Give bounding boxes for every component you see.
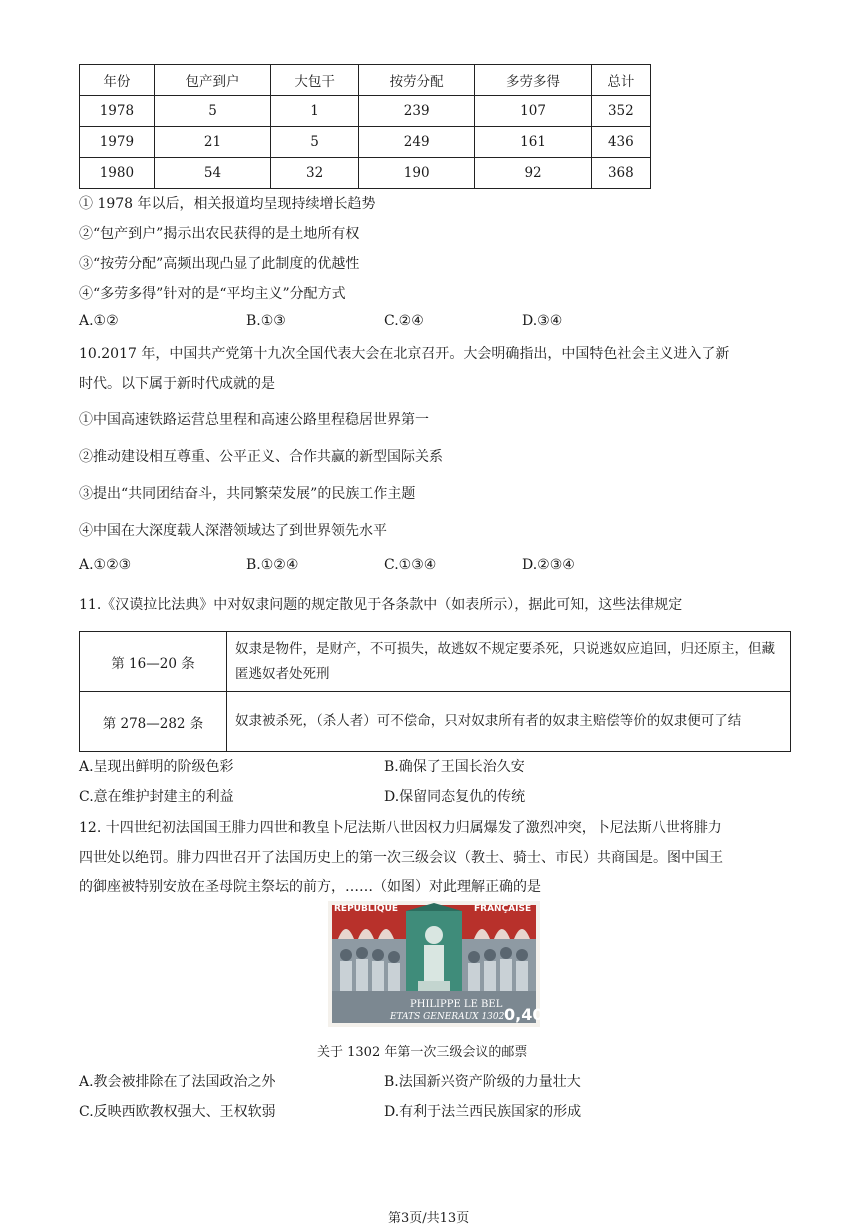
- q9-option-a: A.①②: [79, 313, 119, 329]
- table-cell: 1978: [80, 96, 155, 127]
- q9-option-b: B.①③: [246, 313, 286, 329]
- q11-option-b: B.确保了王国长治久安: [384, 759, 525, 775]
- q10-option-c: C.①③④: [384, 557, 437, 573]
- q9-statement-1: ① 1978 年以后，相关报道均呈现持续增长趋势: [79, 196, 376, 212]
- stamp-text-left: REPUBLIQUE: [334, 904, 399, 914]
- q12-option-d: D.有利于法兰西民族国家的形成: [384, 1104, 582, 1120]
- table-header-cell: 大包干: [271, 65, 359, 96]
- q9-statement-4: ④“多劳多得”针对的是“平均主义”分配方式: [79, 286, 346, 302]
- q10-option-d: D.②③④: [522, 557, 575, 573]
- table-cell: 368: [591, 158, 650, 189]
- q10-statement-2: ②推动建设相互尊重、公平正义、合作共赢的新型国际关系: [79, 449, 443, 465]
- table-header-cell: 总计: [591, 65, 650, 96]
- q10-option-b: B.①②④: [246, 557, 299, 573]
- stamp-caption: 关于 1302 年第一次三级会议的邮票: [317, 1045, 528, 1060]
- table-cell: 190: [358, 158, 474, 189]
- table-cell: 161: [475, 127, 591, 158]
- statistics-table: [79, 64, 651, 189]
- stamp-image: [328, 901, 544, 1027]
- q11-option-c: C.意在维护封建主的利益: [79, 789, 234, 805]
- q12-stem-line2: 四世处以绝罚。腓力四世召开了法国历史上的第一次三级会议（教士、骑士、市民）共商国是。图中国王: [79, 850, 723, 866]
- table-cell: 5: [271, 127, 359, 158]
- table-row: [80, 96, 651, 127]
- table-cell: 239: [358, 96, 474, 127]
- content-cell: 奴隶是物件，是财产，不可损失，故逃奴不规定要杀死，只说逃奴应追回，归还原主，但藏匿逃奴者处死刑: [227, 632, 791, 692]
- article-cell: 第 278—282 条: [80, 692, 227, 752]
- table-row: [80, 632, 791, 692]
- table-cell: 1979: [80, 127, 155, 158]
- q10-statement-4: ④中国在大深度载人深潜领域达了到世界领先水平: [79, 523, 387, 539]
- table-cell: 5: [154, 96, 270, 127]
- table-cell: 352: [591, 96, 650, 127]
- q10-statement-1: ①中国高速铁路运营总里程和高速公路里程稳居世界第一: [79, 412, 429, 428]
- table-row: [80, 692, 791, 752]
- q9-statement-3: ③“按劳分配”高频出现凸显了此制度的优越性: [79, 256, 360, 272]
- table-header-cell: 多劳多得: [475, 65, 591, 96]
- law-table: [79, 631, 791, 752]
- table-cell: 1980: [80, 158, 155, 189]
- q10-stem-line2: 时代。以下属于新时代成就的是: [79, 376, 275, 392]
- q10-stem-line1: 10.2017 年，中国共产党第十九次全国代表大会在北京召开。大会明确指出，中国特色社会主义进入了新: [79, 346, 730, 362]
- table-cell: 32: [271, 158, 359, 189]
- table-header-cell: 按劳分配: [358, 65, 474, 96]
- table-cell: 436: [591, 127, 650, 158]
- q12-option-c: C.反映西欧教权强大、王权软弱: [79, 1104, 276, 1120]
- stamp-event: ETATS GENERAUX 1302: [390, 1012, 505, 1022]
- table-header-cell: 年份: [80, 65, 155, 96]
- q12-stem-line3: 的御座被特别安放在圣母院主祭坛的前方，……（如图）对此理解正确的是: [79, 879, 541, 895]
- table-header-cell: 包产到户: [154, 65, 270, 96]
- table-cell: 92: [475, 158, 591, 189]
- table-cell: 54: [154, 158, 270, 189]
- q11-option-a: A.呈现出鲜明的阶级色彩: [79, 759, 234, 775]
- table-cell: 107: [475, 96, 591, 127]
- stamp-name: PHILIPPE LE BEL: [410, 999, 503, 1010]
- page-footer: 第3页/共13页: [388, 1211, 470, 1226]
- q9-option-c: C.②④: [384, 313, 424, 329]
- table-cell: 1: [271, 96, 359, 127]
- q9-statement-2: ②“包产到户”揭示出农民获得的是土地所有权: [79, 226, 360, 242]
- q10-statement-3: ③提出“共同团结奋斗，共同繁荣发展”的民族工作主题: [79, 486, 416, 502]
- article-cell: 第 16—20 条: [80, 632, 227, 692]
- q9-option-d: D.③④: [522, 313, 563, 329]
- table-row: [80, 158, 651, 189]
- table-cell: 21: [154, 127, 270, 158]
- q12-option-a: A.教会被排除在了法国政治之外: [79, 1074, 276, 1090]
- stamp-value: 0,40: [504, 1005, 544, 1024]
- table-cell: 249: [358, 127, 474, 158]
- content-cell: 奴隶被杀死，（杀人者）可不偿命，只对奴隶所有者的奴隶主赔偿等价的奴隶便可了结: [227, 692, 791, 752]
- q10-option-a: A.①②③: [79, 557, 132, 573]
- q11-option-d: D.保留同态复仇的传统: [384, 789, 526, 805]
- table-header-row: [80, 65, 651, 96]
- stamp-text-right: FRANÇAISE: [474, 904, 532, 914]
- q12-stem-line1: 12. 十四世纪初法国国王腓力四世和教皇卜尼法斯八世因权力归属爆发了激烈冲突，卜尼法斯八世将腓力: [79, 820, 722, 836]
- q12-option-b: B.法国新兴资产阶级的力量壮大: [384, 1074, 581, 1090]
- table-row: [80, 127, 651, 158]
- q11-stem: 11.《汉谟拉比法典》中对奴隶问题的规定散见于各条款中（如表所示），据此可知，这些法律规定: [79, 597, 683, 613]
